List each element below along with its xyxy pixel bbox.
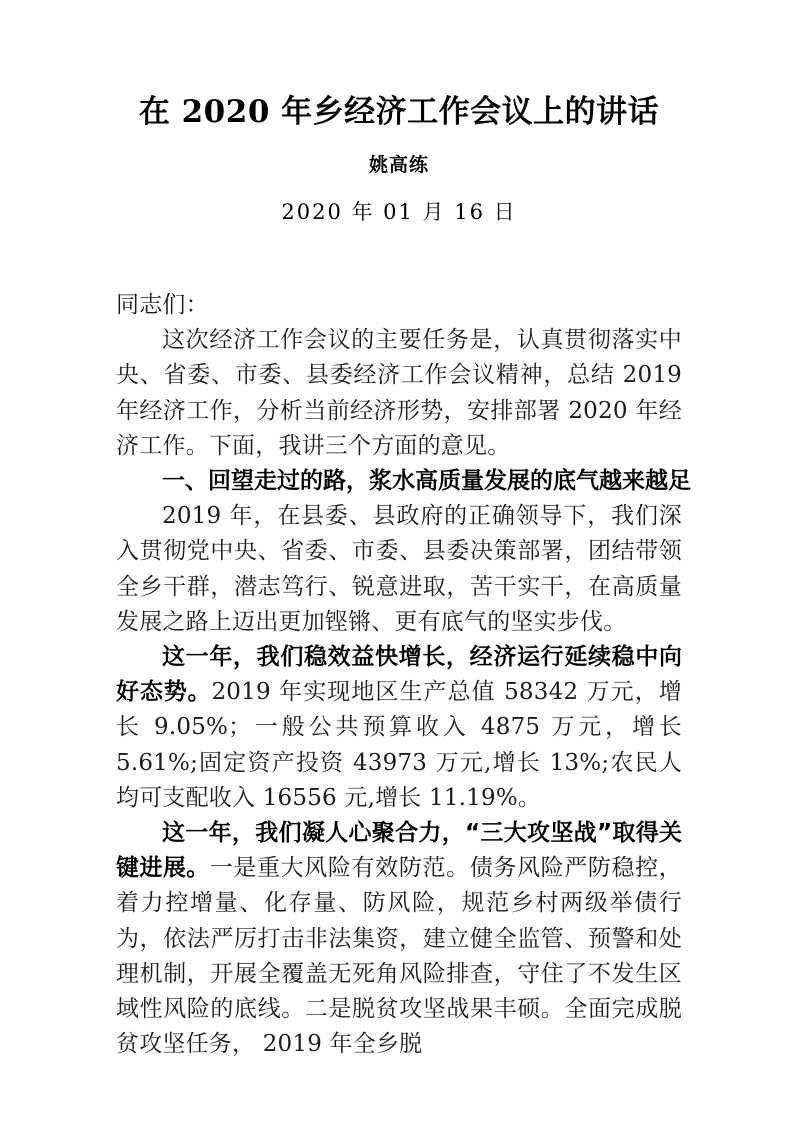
paragraph-s1-p2 [116,640,682,816]
document-date: 2020 年 01 月 16 日 [281,200,517,224]
paragraph-s1-p3-text: 一是重大风险有效防范。债务风险严防稳控，着力控增量、化存量、防风险，规范乡村两级举债行为，依法严厉打击非法集资，建立健全监管、预警和处理机制，开展全覆盖无死角风险排查，守住了不发生区域性风险的底线。二是脱贫攻坚战果丰硕。全面完成脱贫攻坚任务， 2019 年全乡脱 [116,855,683,1058]
section-heading-1: 一、回望走过的路，浆水高质量发展的底气越来越足 [162,468,691,495]
document-body [116,0,691,1062]
paragraph-s1-p3 [116,816,682,1062]
paragraph-s1-p2-text: 2019 年实现地区生产总值 58342 万元，增长 9.05%；一般公共预算收入 4875 万元，增长 5.61%;固定资产投资 43973 万元,增长 13%;农民人均可支配收入 16556 元,增长 11.19%。 [116,679,683,811]
run-in-heading-economy: 这一年，我们稳效益快增长，经济运行延续稳中向好态势。 [116,644,682,706]
paragraph-s1-p1: 2019 年，在县委、县政府的正确领导下，我们深入贯彻党中央、省委、市委、县委决策部署，团结带领全乡干群，潜志笃行、锐意进取，苦干实干，在高质量发展之路上迈出更加铿锵、更有底气的坚实步伐。 [116,503,682,635]
paragraph-intro: 这次经济工作会议的主要任务是，认真贯彻落实中央、省委、市委、县委经济工作会议精神，总结 2019 年经济工作，分析当前经济形势，安排部署 2020 年经济工作。下面，我讲三个方面的意见。 [116,327,682,459]
page-title: 在 2020 年乡经济工作会议上的讲话 [138,94,660,130]
document-author: 姚高练 [368,154,429,176]
salutation: 同志们： [116,292,209,318]
run-in-heading-three-battles: 这一年，我们凝人心聚合力，“三大攻坚战”取得关键进展。 [116,820,682,882]
